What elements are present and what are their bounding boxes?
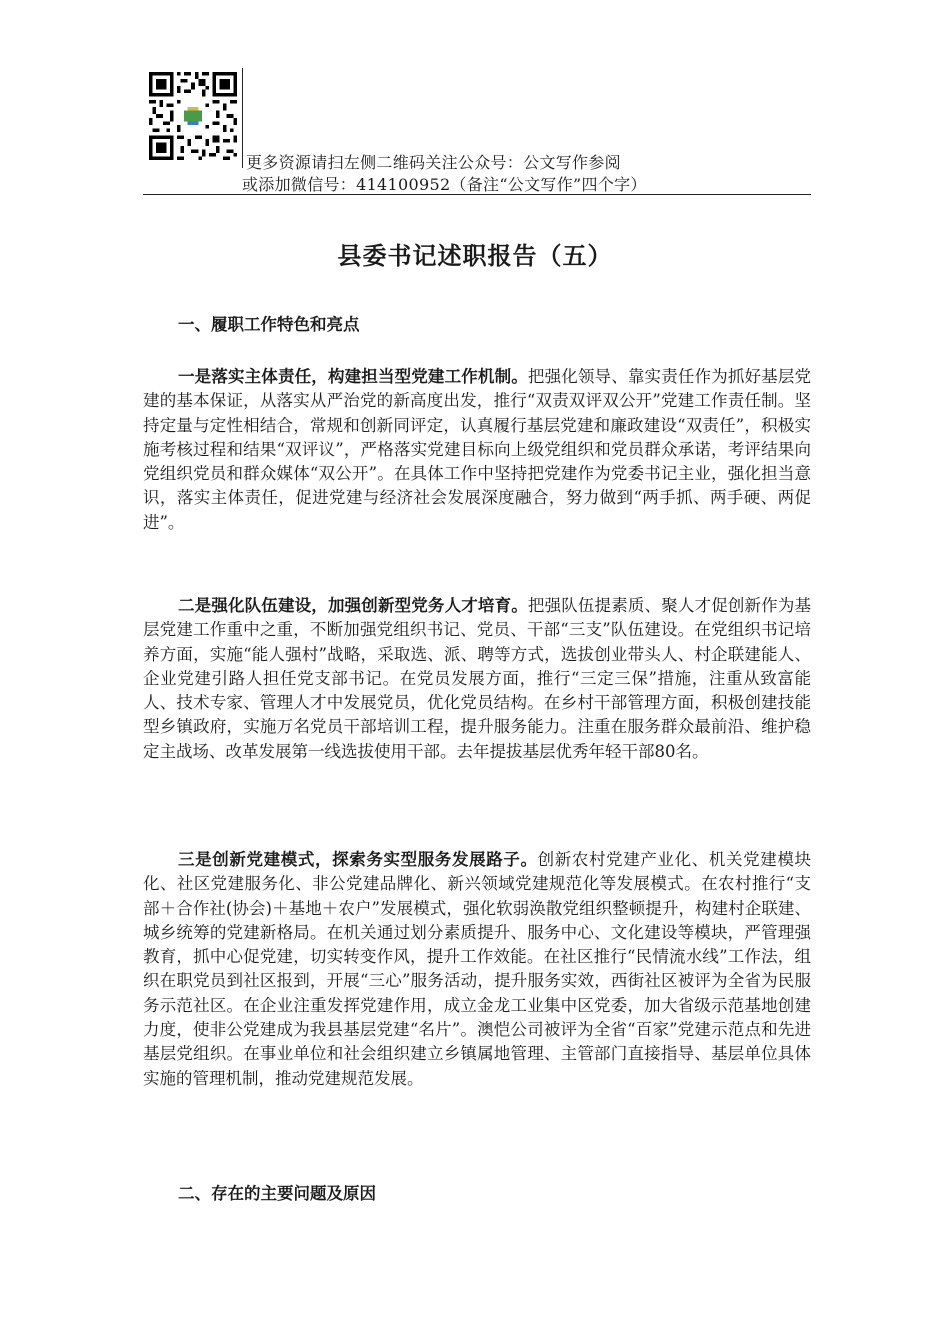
header-promo-line-2: 或添加微信号：414100952（备注“公文写作”四个字） — [242, 175, 647, 194]
header-divider — [143, 194, 811, 195]
paragraph-lead: 二是强化队伍建设，加强创新型党务人才培育。 — [178, 596, 528, 615]
paragraph-body: 把强化领导、靠实责任作为抓好基层党建的基本保证，从落实从严治党的新高度出发，推行“双责双评双公开”党建工作责任制。坚持定量与定性相结合，常规和创新同评定，认真履行基层党建和廉政建设“双责任”，积极实施考核过程和结果“双评议”，严格落实党建目标向上级党组织和党员群众承诺，考评结果向党组织党员和群众媒体“双公开”。在具体工作中坚持把党建作为党委书记主业，强化担当意识，落实主体责任，促进党建与经济社会发展深度融合，努力做到“两手抓、两手硬、两促进”。 — [143, 367, 812, 532]
document-title: 县委书记述职报告（五） — [337, 241, 613, 270]
paragraph-body: 把强队伍提素质、聚人才促创新作为基层党建工作重中之重，不断加强党组织书记、党员、干部“三支”队伍建设。在党组织书记培养方面，实施“能人强村”战略，采取选、派、聘等方式，选拔创业带头人、村企联建能人、企业党建引路人担任党支部书记。在党员发展方面，推行“三定三保”措施，注重从致富能人、技术专家、管理人才中发展党员，优化党员结构。在乡村干部管理方面，积极创建技能型乡镇政府，实施万名党员干部培训工程，提升服务能力。注重在服务群众最前沿、维护稳定主战场、改革发展第一线选拔使用干部。去年提拔基层优秀年轻干部80名。 — [143, 596, 812, 761]
paragraph-2 — [143, 594, 811, 764]
paragraph-1 — [143, 365, 811, 535]
section-heading-2: 二、存在的主要问题及原因 — [178, 1184, 376, 1203]
paragraph-lead: 三是创新党建模式，探索务实型服务发展路子。 — [178, 850, 538, 869]
document-header — [143, 68, 811, 195]
section-heading-1: 一、履职工作特色和亮点 — [178, 315, 360, 334]
qr-code-icon — [149, 72, 237, 160]
header-promo-line-1: 更多资源请扫左侧二维码关注公众号：公文写作参阅 — [246, 153, 621, 172]
paragraph-lead: 一是落实主体责任，构建担当型党建工作机制。 — [178, 367, 528, 386]
header-vertical-divider — [242, 68, 243, 168]
paragraph-3 — [143, 848, 811, 1091]
paragraph-body: 创新农村党建产业化、机关党建模块化、社区党建服务化、非公党建品牌化、新兴领域党建规范化等发展模式。在农村推行“支部＋合作社(协会)＋基地＋农户”发展模式，强化软弱涣散党组织整顿提升，构建村企联建、城乡统筹的党建新格局。在机关通过划分素质提升、服务中心、文化建设等模块，严管理强教育，抓中心促党建，切实转变作风，提升工作效能。在社区推行“民情流水线”工作法，组织在职党员到社区报到，开展“三心”服务活动，提升服务实效，西街社区被评为全省为民服务示范社区。在企业注重发挥党建作用，成立金龙工业集中区党委，加大省级示范基地创建力度，使非公党建成为我县基层党建“名片”。澳恺公司被评为全省“百家”党建示范点和先进基层党组织。在事业单位和社会组织建立乡镇属地管理、主管部门直接指导、基层单位具体实施的管理机制，推动党建规范发展。 — [143, 850, 811, 1088]
